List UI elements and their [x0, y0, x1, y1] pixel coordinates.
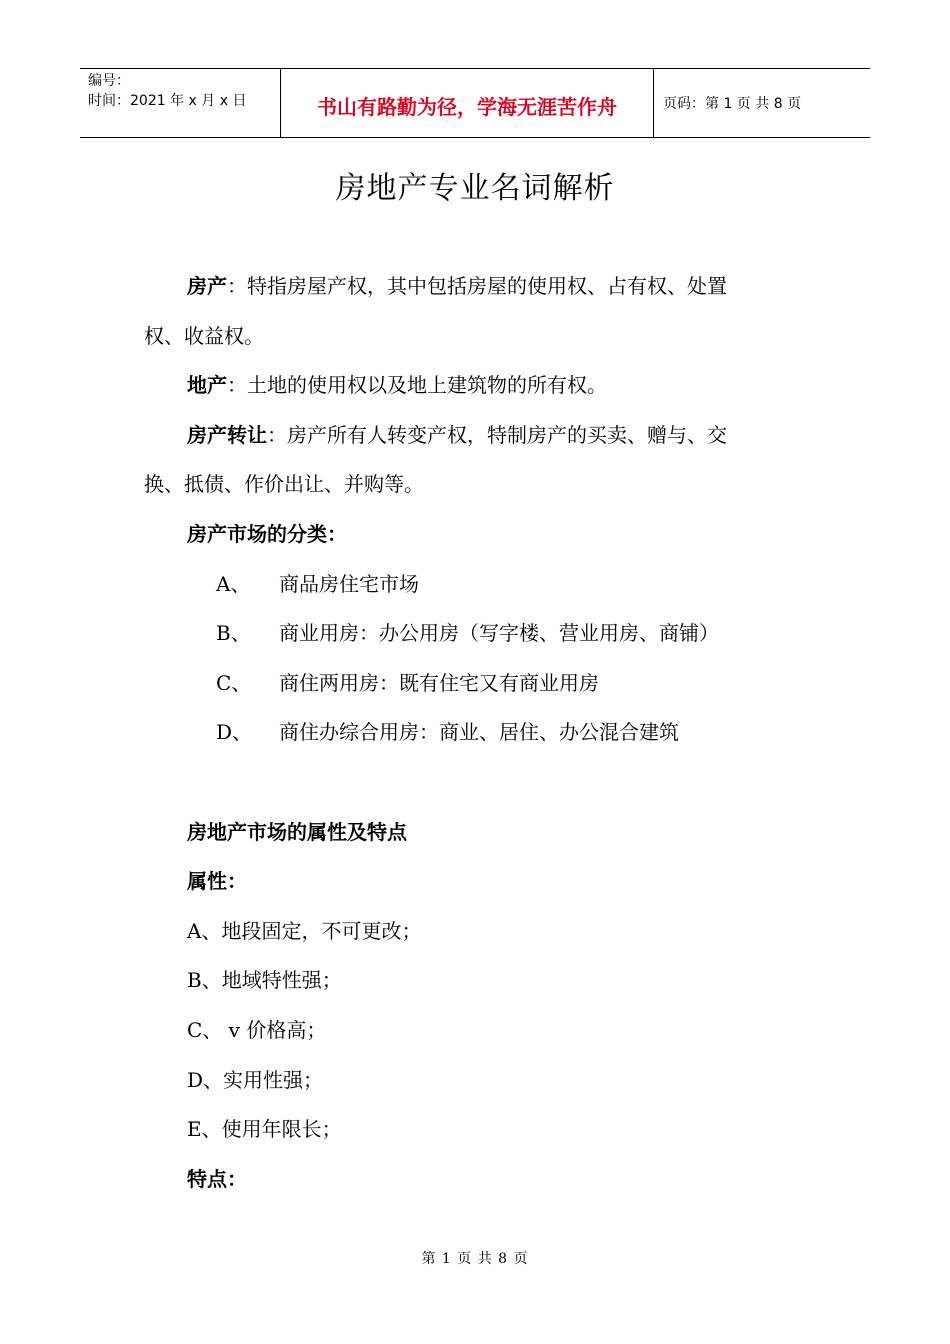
- list-item: [144, 659, 814, 709]
- document-title: 房地产专业名词解析: [335, 171, 615, 206]
- attribute-item: D、实用性强；: [187, 1067, 324, 1092]
- attribute-item: A、地段固定，不可更改；: [187, 918, 422, 943]
- document-body: [144, 262, 814, 1204]
- list-item: [144, 708, 814, 758]
- list-text: 商品房住宅市场: [279, 571, 419, 596]
- list-marker: D、: [216, 720, 253, 745]
- term-dichan: 地产: [187, 373, 227, 398]
- header-motto-cell: [281, 69, 654, 137]
- page-footer: 第 1 页 共 8 页: [421, 1251, 529, 1267]
- classification-heading: 房产市场的分类：: [187, 521, 347, 546]
- paragraph-fangchan-cont: 权、收益权。: [144, 323, 264, 348]
- features-heading: 特点：: [187, 1166, 247, 1191]
- attribute-item: E、使用年限长；: [187, 1117, 342, 1142]
- paragraph-dichan: [144, 361, 814, 411]
- def-transfer: ：房产所有人转变产权，特制房产的买卖、赠与、交: [267, 422, 727, 447]
- spacer: [144, 758, 814, 808]
- attribute-item: C、 v 价格高；: [187, 1017, 327, 1042]
- list-item: [144, 609, 814, 659]
- def-fangchan: ：特指房屋产权，其中包括房屋的使用权、占有权、处置: [227, 274, 727, 298]
- document-header: [80, 68, 870, 138]
- list-item: [144, 560, 814, 610]
- paragraph-transfer: [144, 411, 814, 461]
- header-meta: [80, 69, 281, 137]
- term-transfer: 房产转让: [187, 422, 267, 447]
- list-marker: B、: [216, 621, 251, 646]
- number-label: 编号：: [88, 73, 130, 89]
- attribute-item: B、地域特性强；: [187, 968, 342, 993]
- list-marker: A、: [216, 571, 251, 596]
- list-text: 商业用房：办公用房（写字楼、营业用房、商铺）: [279, 621, 719, 646]
- term-fangchan: 房产: [187, 274, 227, 298]
- attributes-heading: 属性：: [187, 869, 247, 894]
- paragraph-fangchan: [144, 262, 814, 312]
- header-page-info: 页码：第 1 页 共 8 页: [663, 96, 802, 112]
- list-text: 商住办综合用房：商业、居住、办公混合建筑: [279, 720, 679, 745]
- list-marker: C、: [216, 670, 252, 695]
- header-page-cell: [654, 69, 870, 137]
- paragraph-transfer-cont: 换、抵债、作价出让、并购等。: [144, 472, 424, 497]
- section-heading: 房地产市场的属性及特点: [187, 819, 407, 844]
- list-text: 商住两用房：既有住宅又有商业用房: [279, 670, 599, 695]
- time-label: 时间：2021 年 x 月 x 日: [88, 93, 247, 109]
- header-motto: 书山有路勤为径，学海无涯苦作舟: [317, 94, 617, 119]
- def-dichan: ：土地的使用权以及地上建筑物的所有权。: [227, 373, 607, 398]
